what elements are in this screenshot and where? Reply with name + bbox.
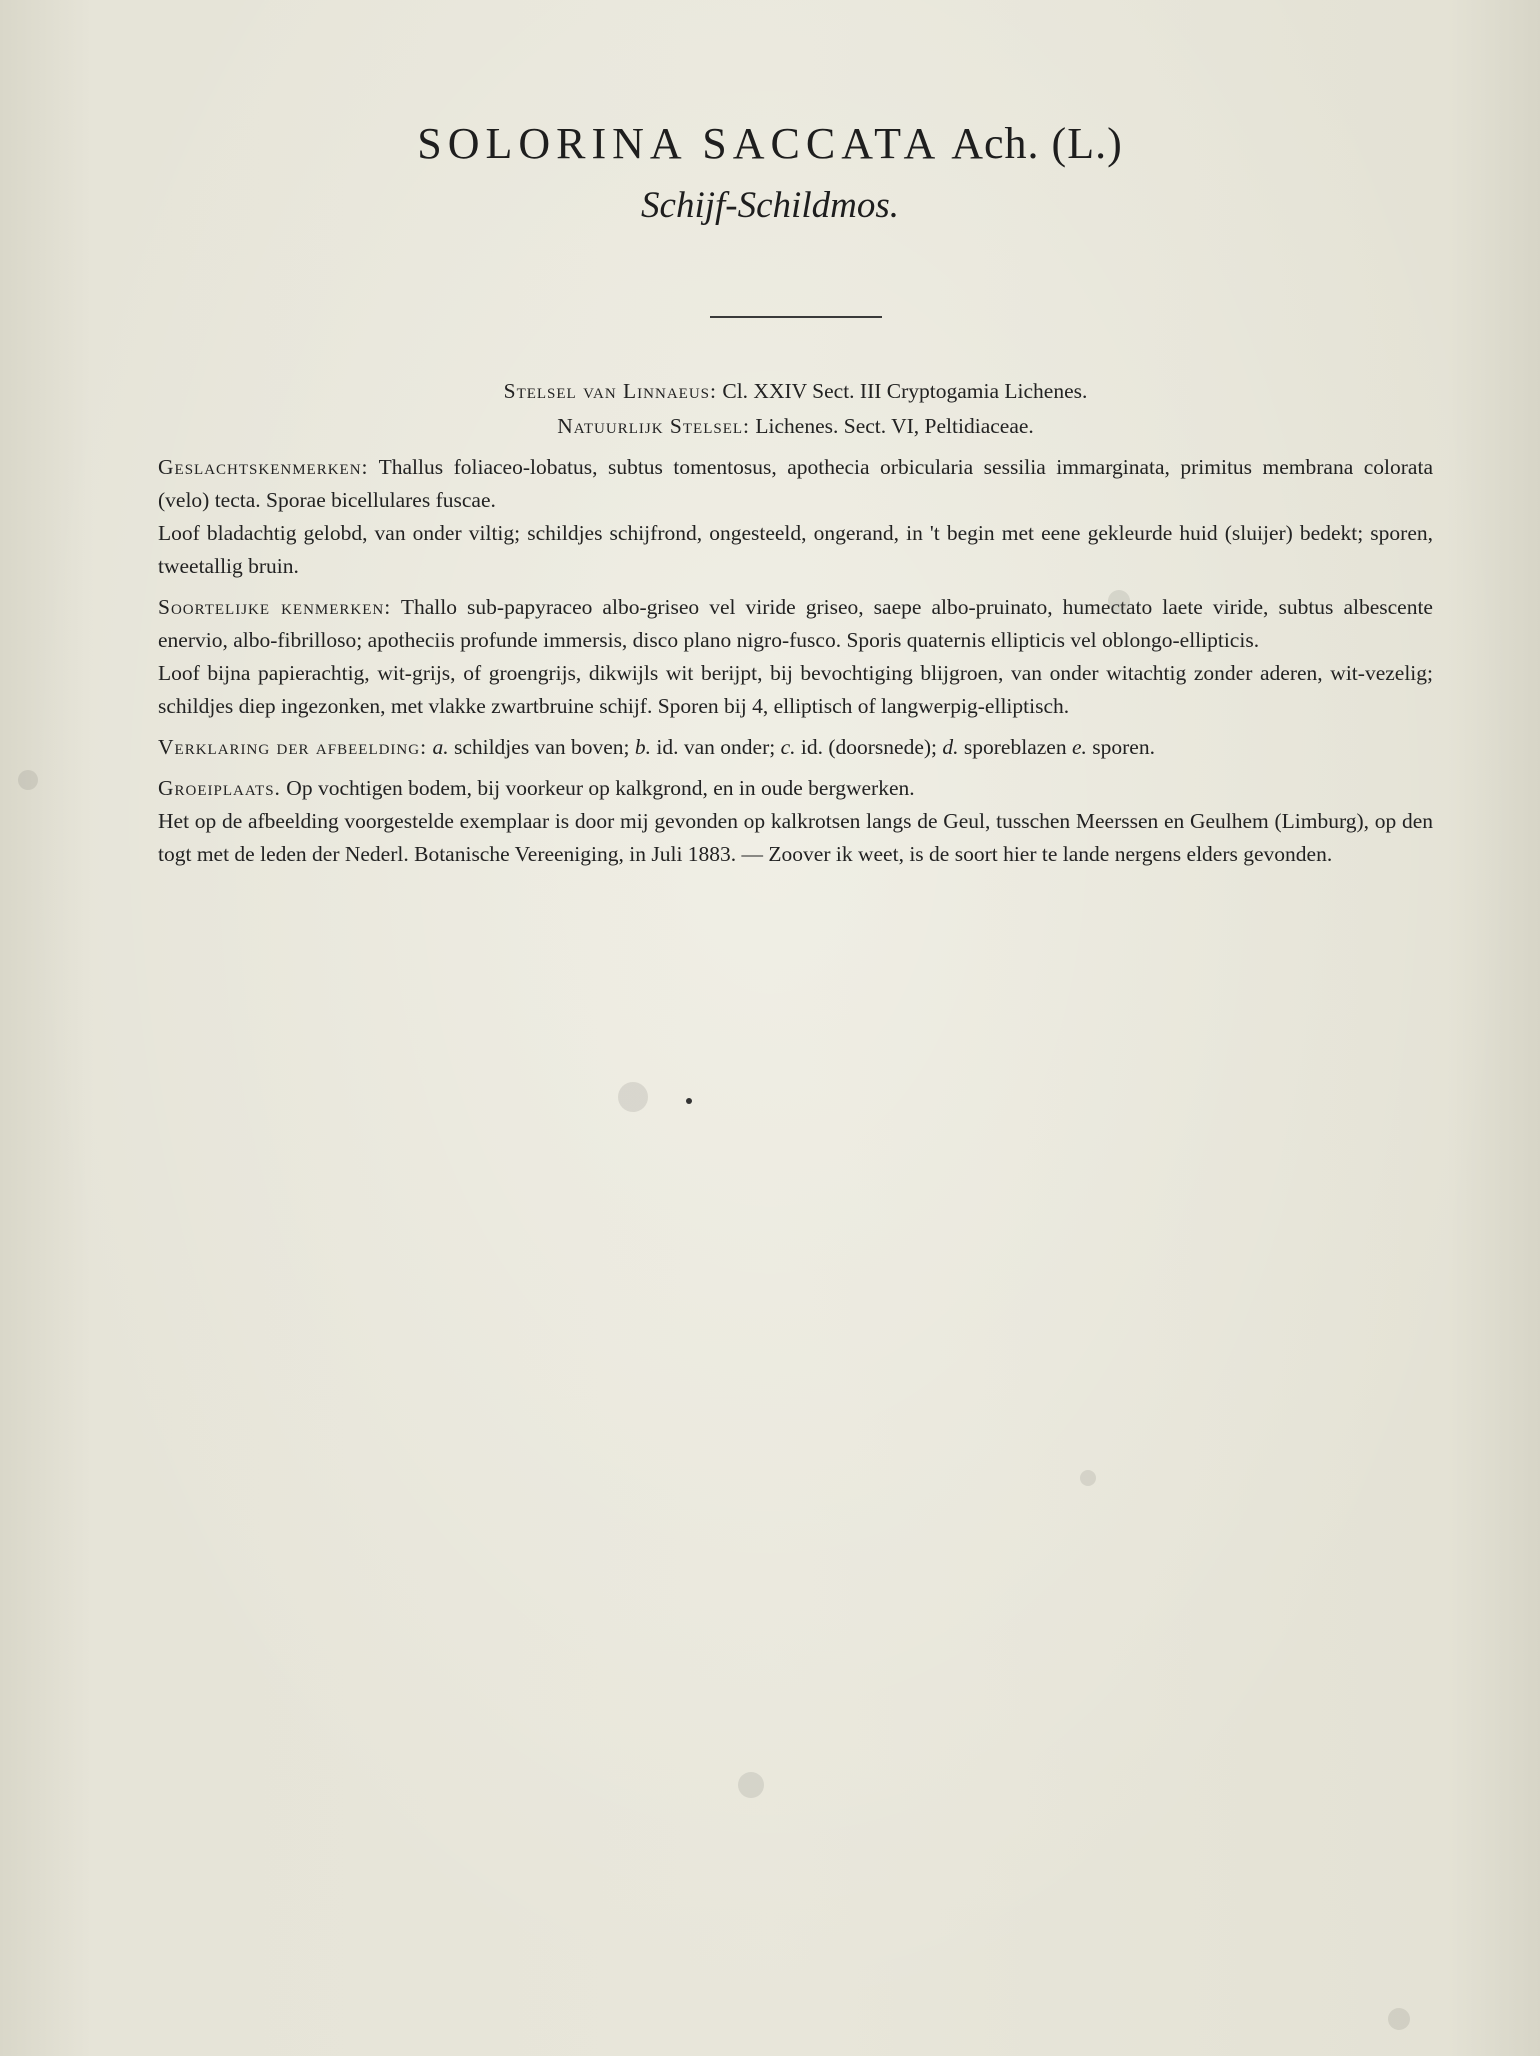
figure-key-b: b. xyxy=(634,735,652,759)
habitat-text: Op vochtigen bodem, bij voorkeur op kalkgrond, en in oude bergwerken. xyxy=(286,776,915,800)
paper-stain xyxy=(618,1082,648,1112)
title-divider xyxy=(710,316,882,318)
figure-key-e: e. xyxy=(1071,735,1087,759)
paper-stain xyxy=(1080,1470,1096,1486)
printed-dot-ornament xyxy=(686,1098,692,1104)
linnaeus-value: Cl. XXIV Sect. III Cryptogamia Lichenes. xyxy=(722,379,1088,403)
paper-stain xyxy=(18,770,38,790)
figure-text-a: schildjes van boven; xyxy=(453,735,630,759)
figure-text-b: id. van onder; xyxy=(656,735,776,759)
genus-label: Geslachtskenmerken: xyxy=(158,455,369,479)
figure-text-c: id. (doorsnede); xyxy=(800,735,938,759)
figure-explanation-paragraph xyxy=(158,731,1433,764)
genus-latin: Thallus foliaceo-lobatus, subtus tomentosus, apothecia orbicularia sessilia immarginata, primitus membrana colorata (velo) tecta. Sporae bicellulares fuscae. xyxy=(158,455,1433,512)
figure-key-d: d. xyxy=(942,735,959,759)
figure-explanation-label: Verklaring der afbeelding: xyxy=(158,735,428,759)
author-citation: Ach. (L.) xyxy=(951,119,1123,168)
species-dutch: Loof bijna papierachtig, wit-grijs, of groengrijs, dikwijls wit berijpt, bij bevochtiging blijgroen, van onder witachtig zonder aderen, wit-vezelig; schildjes diep ingezonken, met vlakke zwartbruine schijf. Sporen bij 4, elliptisch of langwerpig-elliptisch. xyxy=(158,661,1433,718)
figure-text-e: sporen. xyxy=(1092,735,1155,759)
natural-system-label: Natuurlijk Stelsel: xyxy=(557,414,751,438)
habitat-paragraph xyxy=(158,772,1433,805)
figure-text-d: sporeblazen xyxy=(963,735,1067,759)
genus-latin-paragraph xyxy=(158,451,1433,517)
genus-dutch-paragraph xyxy=(158,517,1433,583)
natural-system-value: Lichenes. Sect. VI, Peltidiaceae. xyxy=(755,414,1034,438)
linnaeus-label: Stelsel van Linnaeus: xyxy=(503,379,717,403)
page-title xyxy=(0,118,1540,169)
linnaeus-line xyxy=(158,375,1433,408)
common-name: Schijf-Schildmos. xyxy=(641,185,899,226)
genus-dutch: Loof bladachtig gelobd, van onder viltig; schildjes schijfrond, ongesteeld, ongerand, in 't begin met eene gekleurde huid (sluijer) bedekt; sporen, tweetallig bruin. xyxy=(158,521,1433,578)
habitat-label: Groeiplaats. xyxy=(158,776,281,800)
figure-key-a: a. xyxy=(432,735,449,759)
species-name: SOLORINA SACCATA xyxy=(417,119,942,168)
paper-stain xyxy=(1108,590,1130,612)
paper-stain xyxy=(738,1772,764,1798)
species-latin: Thallo sub-papyraceo albo-griseo vel viride griseo, saepe albo-pruinato, humectato laete viride, subtus albescente enervio, albo-fibrilloso; apotheciis profunde immersis, disco plano nigro-fusco. Sporis quaternis ellipticis vel oblongo-ellipticis. xyxy=(158,595,1433,652)
note-paragraph xyxy=(158,805,1433,871)
natural-system-line xyxy=(158,410,1433,443)
species-dutch-paragraph xyxy=(158,657,1433,723)
note-text: Het op de afbeelding voorgestelde exemplaar is door mij gevonden op kalkrotsen langs de Geul, tusschen Meerssen en Geulhem (Limburg), op den togt met de leden der Nederl. Botanische Vereeniging, in Juli 1883. — Zoover ik weet, is de soort hier te lande nergens elders gevonden. xyxy=(158,809,1433,866)
paper-stain xyxy=(1388,2008,1410,2030)
species-latin-paragraph xyxy=(158,591,1433,657)
figure-key-c: c. xyxy=(780,735,796,759)
species-label: Soortelijke kenmerken: xyxy=(158,595,392,619)
description-body xyxy=(158,375,1433,871)
